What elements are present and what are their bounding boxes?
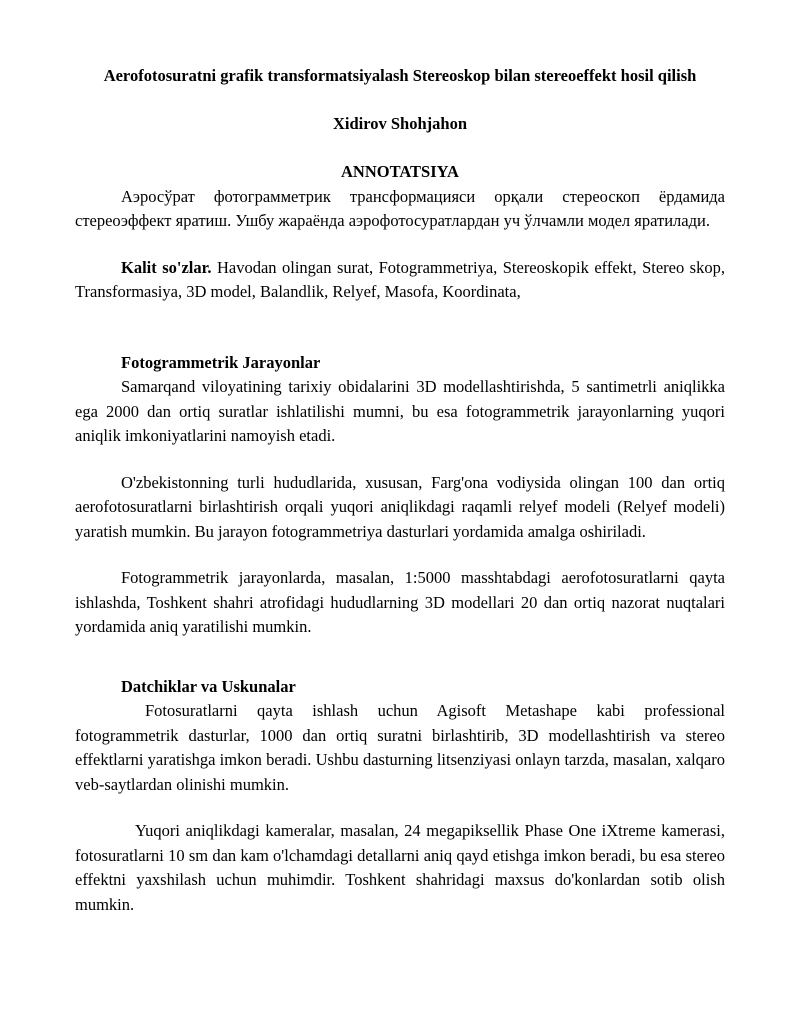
section-heading-fotogrammetrik: Fotogrammetrik Jarayonlar [121, 352, 321, 372]
section-heading-datchiklar: Datchiklar va Uskunalar [121, 676, 296, 696]
document-page [75, 64, 725, 917]
annotation-heading: ANNOTATSIYA [341, 162, 459, 181]
document-title: Aerofotosuratni grafik transformatsiyalash Stereoskop bilan stereoeffekt hosil qilish [103, 66, 697, 85]
annotation-paragraph: Аэросўрат фотограмметрик трансформацияси орқали стереоскоп ёрдамида стереоэффект яратиш. Ушбу жараёнда аэрофотосуратлардан уч ўлчамли модел яратилади. [75, 186, 725, 230]
keywords-label: Kalit so'zlar. [121, 257, 212, 277]
section1-paragraph-3: Fotogrammetrik jarayonlarda, masalan, 1:5000 masshtabdagi aerofotosuratlarni qayta ishlashda, Toshkent shahri atrofidagi hududlarning 3D modellari 20 dan ortiq nazorat nuqtalari yordamida aniq yaratilishi mumkin. [75, 568, 725, 636]
section2-paragraph-1: Fotosuratlarni qayta ishlash uchun Agisoft Metashape kabi professional fotogrammetrik dasturlar, 1000 dan ortiq suratni birlashtirib, 3D modellashtirish va stereo effektlarni yaratishga imkon beradi. Ushbu dasturning litsenziyasi onlayn tarzda, masalan, xalqaro veb-saytlardan olinishi mumkin. [75, 701, 725, 794]
section1-paragraph-2: O'zbekistonning turli hududlarida, xususan, Farg'ona vodiysida olingan 100 dan ortiq aerofotosuratlarni birlashtirish orqali yuqori aniqlikdagi raqamli relyef modeli (Relyef modeli) yaratish mumkin. Bu jarayon fotogrammetriya dasturlari yordamida amalga oshiriladi. [75, 472, 725, 541]
section1-paragraph-1: Samarqand viloyatining tarixiy obidalarini 3D modellashtirishda, 5 santimetrli aniqlikka ega 2000 dan ortiq suratlar ishlatilishi mumni, bu esa fotogrammetrik jarayonlarning yuqori aniqlik imkoniyatlarini namoyish etadi. [75, 377, 725, 445]
section2-paragraph-2: Yuqori aniqlikdagi kameralar, masalan, 24 megapiksellik Phase One iXtreme kamerasi, fotosuratlarni 10 sm dan kam o'lchamdagi detallarni aniq qayd etishga imkon beradi, bu esa stereo effektni yaxshilash uchun muhimdir. Toshkent shahridagi maxsus do'konlardan sotib olish mumkin. [75, 821, 725, 914]
keywords-text: Havodan olingan surat, Fotogrammetriya, Stereoskopik effekt, Stereo skop, Transformasiya, 3D model, Balandlik, Relyef, Masofa, Koordinata, [75, 257, 725, 301]
author-name: Xidirov Shohjahon [332, 113, 468, 133]
keywords-paragraph [75, 256, 725, 305]
